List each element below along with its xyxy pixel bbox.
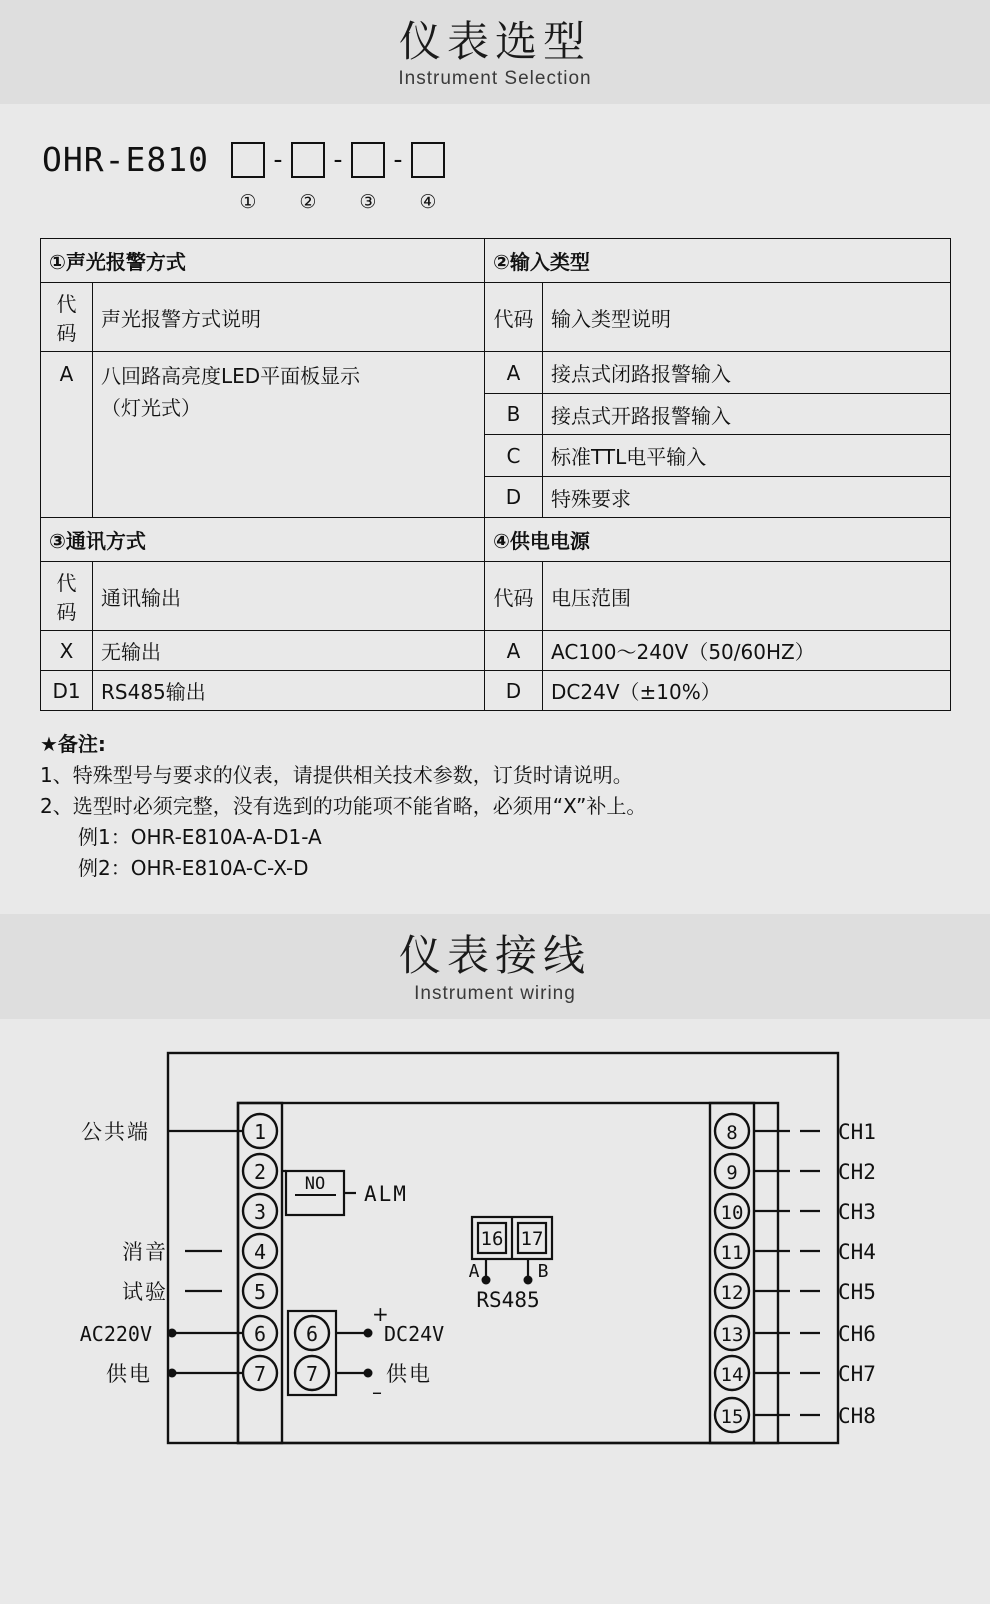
group3-row1-desc: 无输出 (93, 631, 485, 671)
group2-col-desc: 输入类型说明 (543, 283, 951, 352)
channel-label-4: CH4 (838, 1239, 876, 1264)
terminal-3 (243, 1194, 277, 1228)
selection-table (40, 238, 951, 711)
group1-col-desc: 声光报警方式说明 (93, 283, 485, 352)
section-header-wiring (0, 914, 990, 1018)
group2-row2-code: B (485, 393, 543, 435)
label-plus: + (372, 1301, 389, 1326)
model-box-1[interactable] (231, 142, 265, 178)
terminal-1-label: 1 (253, 1119, 267, 1144)
terminal-11 (715, 1234, 749, 1268)
terminal-2-label: 2 (253, 1159, 267, 1184)
rs485-lead-dots (482, 1275, 533, 1284)
dc-terminal-7 (295, 1356, 329, 1390)
model-mark-1: ① (239, 192, 257, 214)
group2-row3-code: C (485, 435, 543, 477)
model-mark-2: ② (299, 192, 317, 214)
channel-label-7: CH7 (838, 1361, 876, 1386)
section-header-selection (0, 0, 990, 104)
terminal-7 (243, 1356, 277, 1390)
group1-row1-code: A (41, 352, 93, 518)
selection-body (0, 104, 990, 914)
group3-row1-code: X (41, 631, 93, 671)
section-title-en: Instrument Selection (398, 68, 592, 90)
rs485-label: RS485 (476, 1287, 540, 1312)
right-leads (754, 1131, 820, 1415)
terminal-11-label: 11 (720, 1241, 744, 1264)
note-example-2: 例2：OHR-E810A-C-X-D (78, 856, 309, 881)
terminal-4-label: 4 (253, 1239, 267, 1264)
terminal-15 (715, 1398, 749, 1432)
terminal-10 (715, 1194, 749, 1228)
terminal-9 (715, 1154, 749, 1188)
model-separator-3: - (390, 144, 406, 175)
terminal-1 (243, 1114, 277, 1148)
group2-row1-code: A (485, 352, 543, 394)
section-title-cn-wiring: 仪表接线 (398, 931, 591, 981)
rs485-b-label: B (537, 1260, 549, 1282)
label-dc-power-1: DC24V (384, 1321, 445, 1346)
group1-row1-desc-line2: （灯光式） (101, 396, 201, 421)
table-row (41, 562, 951, 631)
terminal-5-label: 5 (253, 1279, 267, 1304)
terminal-8-label: 8 (726, 1121, 738, 1144)
channel-label-2: CH2 (838, 1159, 876, 1184)
model-separator-2: - (330, 144, 346, 175)
terminal-12-label: 12 (720, 1281, 744, 1304)
wiring-svg (0, 1043, 990, 1463)
rs485-a-label: A (468, 1260, 480, 1282)
channel-label-1: CH1 (838, 1119, 876, 1144)
label-mute: 消音 (122, 1239, 168, 1264)
group3-col-desc: 通讯输出 (93, 562, 485, 631)
group1-row1-desc-line1: 八回路高亮度LED平面板显示 (101, 364, 361, 389)
model-box-4[interactable] (411, 142, 445, 178)
terminal-9-label: 9 (726, 1161, 738, 1184)
dc-terminal-6-label: 6 (305, 1321, 319, 1346)
dc-terminal-7-label: 7 (305, 1361, 319, 1386)
group3-row2-code: D1 (41, 671, 93, 711)
label-dc-power-2: 供电 (386, 1361, 432, 1386)
model-code-row (40, 140, 950, 179)
device-body-outline (238, 1103, 778, 1443)
terminal-6-label: 6 (253, 1321, 267, 1346)
note-example-1: 例1：OHR-E810A-A-D1-A (78, 825, 322, 850)
terminal-5 (243, 1274, 277, 1308)
section-title-en-wiring: Instrument wiring (414, 982, 576, 1004)
terminal-14 (715, 1356, 749, 1390)
group2-row4-code: D (485, 476, 543, 518)
notes-block (40, 729, 950, 884)
notes-title: ★备注: (40, 732, 106, 757)
group2-header: ②输入类型 (485, 239, 951, 283)
terminal-14-label: 14 (720, 1363, 744, 1386)
group4-row1-desc: AC100～240V（50/60HZ） (543, 631, 951, 671)
table-row (41, 283, 951, 352)
channel-label-6: CH6 (838, 1321, 876, 1346)
label-ac-power-1: AC220V (79, 1321, 152, 1346)
terminal-3-label: 3 (253, 1199, 267, 1224)
terminal-6 (243, 1316, 277, 1350)
group2-row4-desc: 特殊要求 (543, 476, 951, 518)
label-ac-power-2: 供电 (106, 1361, 152, 1386)
group4-col-desc: 电压范围 (543, 562, 951, 631)
model-mark-4: ④ (419, 192, 437, 214)
group1-header: ①声光报警方式 (41, 239, 485, 283)
label-test: 试验 (122, 1279, 168, 1304)
rs485-terminal-17-label: 17 (520, 1227, 544, 1250)
dc-terminal-6 (295, 1316, 329, 1350)
terminal-8 (715, 1114, 749, 1148)
terminal-7-label: 7 (253, 1361, 267, 1386)
terminal-2 (243, 1154, 277, 1188)
wiring-body (0, 1019, 990, 1513)
wiring-diagram (0, 1043, 990, 1473)
group2-row2-desc: 接点式开路报警输入 (543, 393, 951, 435)
section-title-cn: 仪表选型 (398, 17, 591, 66)
group3-header: ③通讯方式 (41, 518, 485, 562)
label-no: NO (304, 1173, 326, 1194)
model-name: OHR-E810 (42, 140, 209, 180)
rs485-leads (486, 1259, 528, 1277)
note-item-1: 1、特殊型号与要求的仪表，请提供相关技术参数，订货时请说明。 (40, 763, 633, 788)
channel-label-5: CH5 (838, 1279, 876, 1304)
group3-row2-desc: RS485输出 (93, 671, 485, 711)
note-item-2: 2、选型时必须完整，没有选到的功能项不能省略，必须用“X”补上。 (40, 794, 647, 819)
label-common-terminal: 公共端 (81, 1119, 150, 1144)
terminal-12 (715, 1274, 749, 1308)
model-separator-1: - (270, 144, 286, 175)
dc-leads (336, 1333, 366, 1373)
model-mark-3: ③ (359, 192, 377, 214)
group3-col-code: 代码 (41, 562, 93, 631)
label-alm: ALM (364, 1181, 408, 1206)
channel-label-3: CH3 (838, 1199, 876, 1224)
group2-row1-desc: 接点式闭路报警输入 (543, 352, 951, 394)
group4-row2-code: D (485, 671, 543, 711)
table-row (41, 352, 951, 394)
group4-header: ④供电电源 (485, 518, 951, 562)
terminal-10-label: 10 (720, 1201, 744, 1224)
rs485-terminal-16-label: 16 (480, 1227, 504, 1250)
group4-row1-code: A (485, 631, 543, 671)
model-box-3[interactable] (351, 142, 385, 178)
left-terminals-group (243, 1114, 277, 1390)
group1-col-code: 代码 (41, 283, 93, 352)
terminal-13-label: 13 (720, 1323, 744, 1346)
table-row (41, 239, 951, 283)
group2-row3-desc: 标准TTL电平输入 (543, 435, 951, 477)
table-row (41, 671, 951, 711)
terminal-4 (243, 1234, 277, 1268)
terminal-15-label: 15 (720, 1405, 744, 1428)
group4-col-code: 代码 (485, 562, 543, 631)
model-box-2[interactable] (291, 142, 325, 178)
left-leads (168, 1131, 243, 1373)
group4-row2-desc: DC24V（±10%） (543, 671, 951, 711)
dc-lead-dots (364, 1328, 373, 1377)
terminal-13 (715, 1316, 749, 1350)
channel-label-8: CH8 (838, 1403, 876, 1428)
model-marks-row (40, 183, 950, 222)
group2-col-code: 代码 (485, 283, 543, 352)
table-row (41, 518, 951, 562)
label-minus: – (372, 1379, 382, 1404)
right-terminals-group (715, 1114, 749, 1432)
table-row (41, 631, 951, 671)
group1-row1-desc (93, 352, 485, 518)
